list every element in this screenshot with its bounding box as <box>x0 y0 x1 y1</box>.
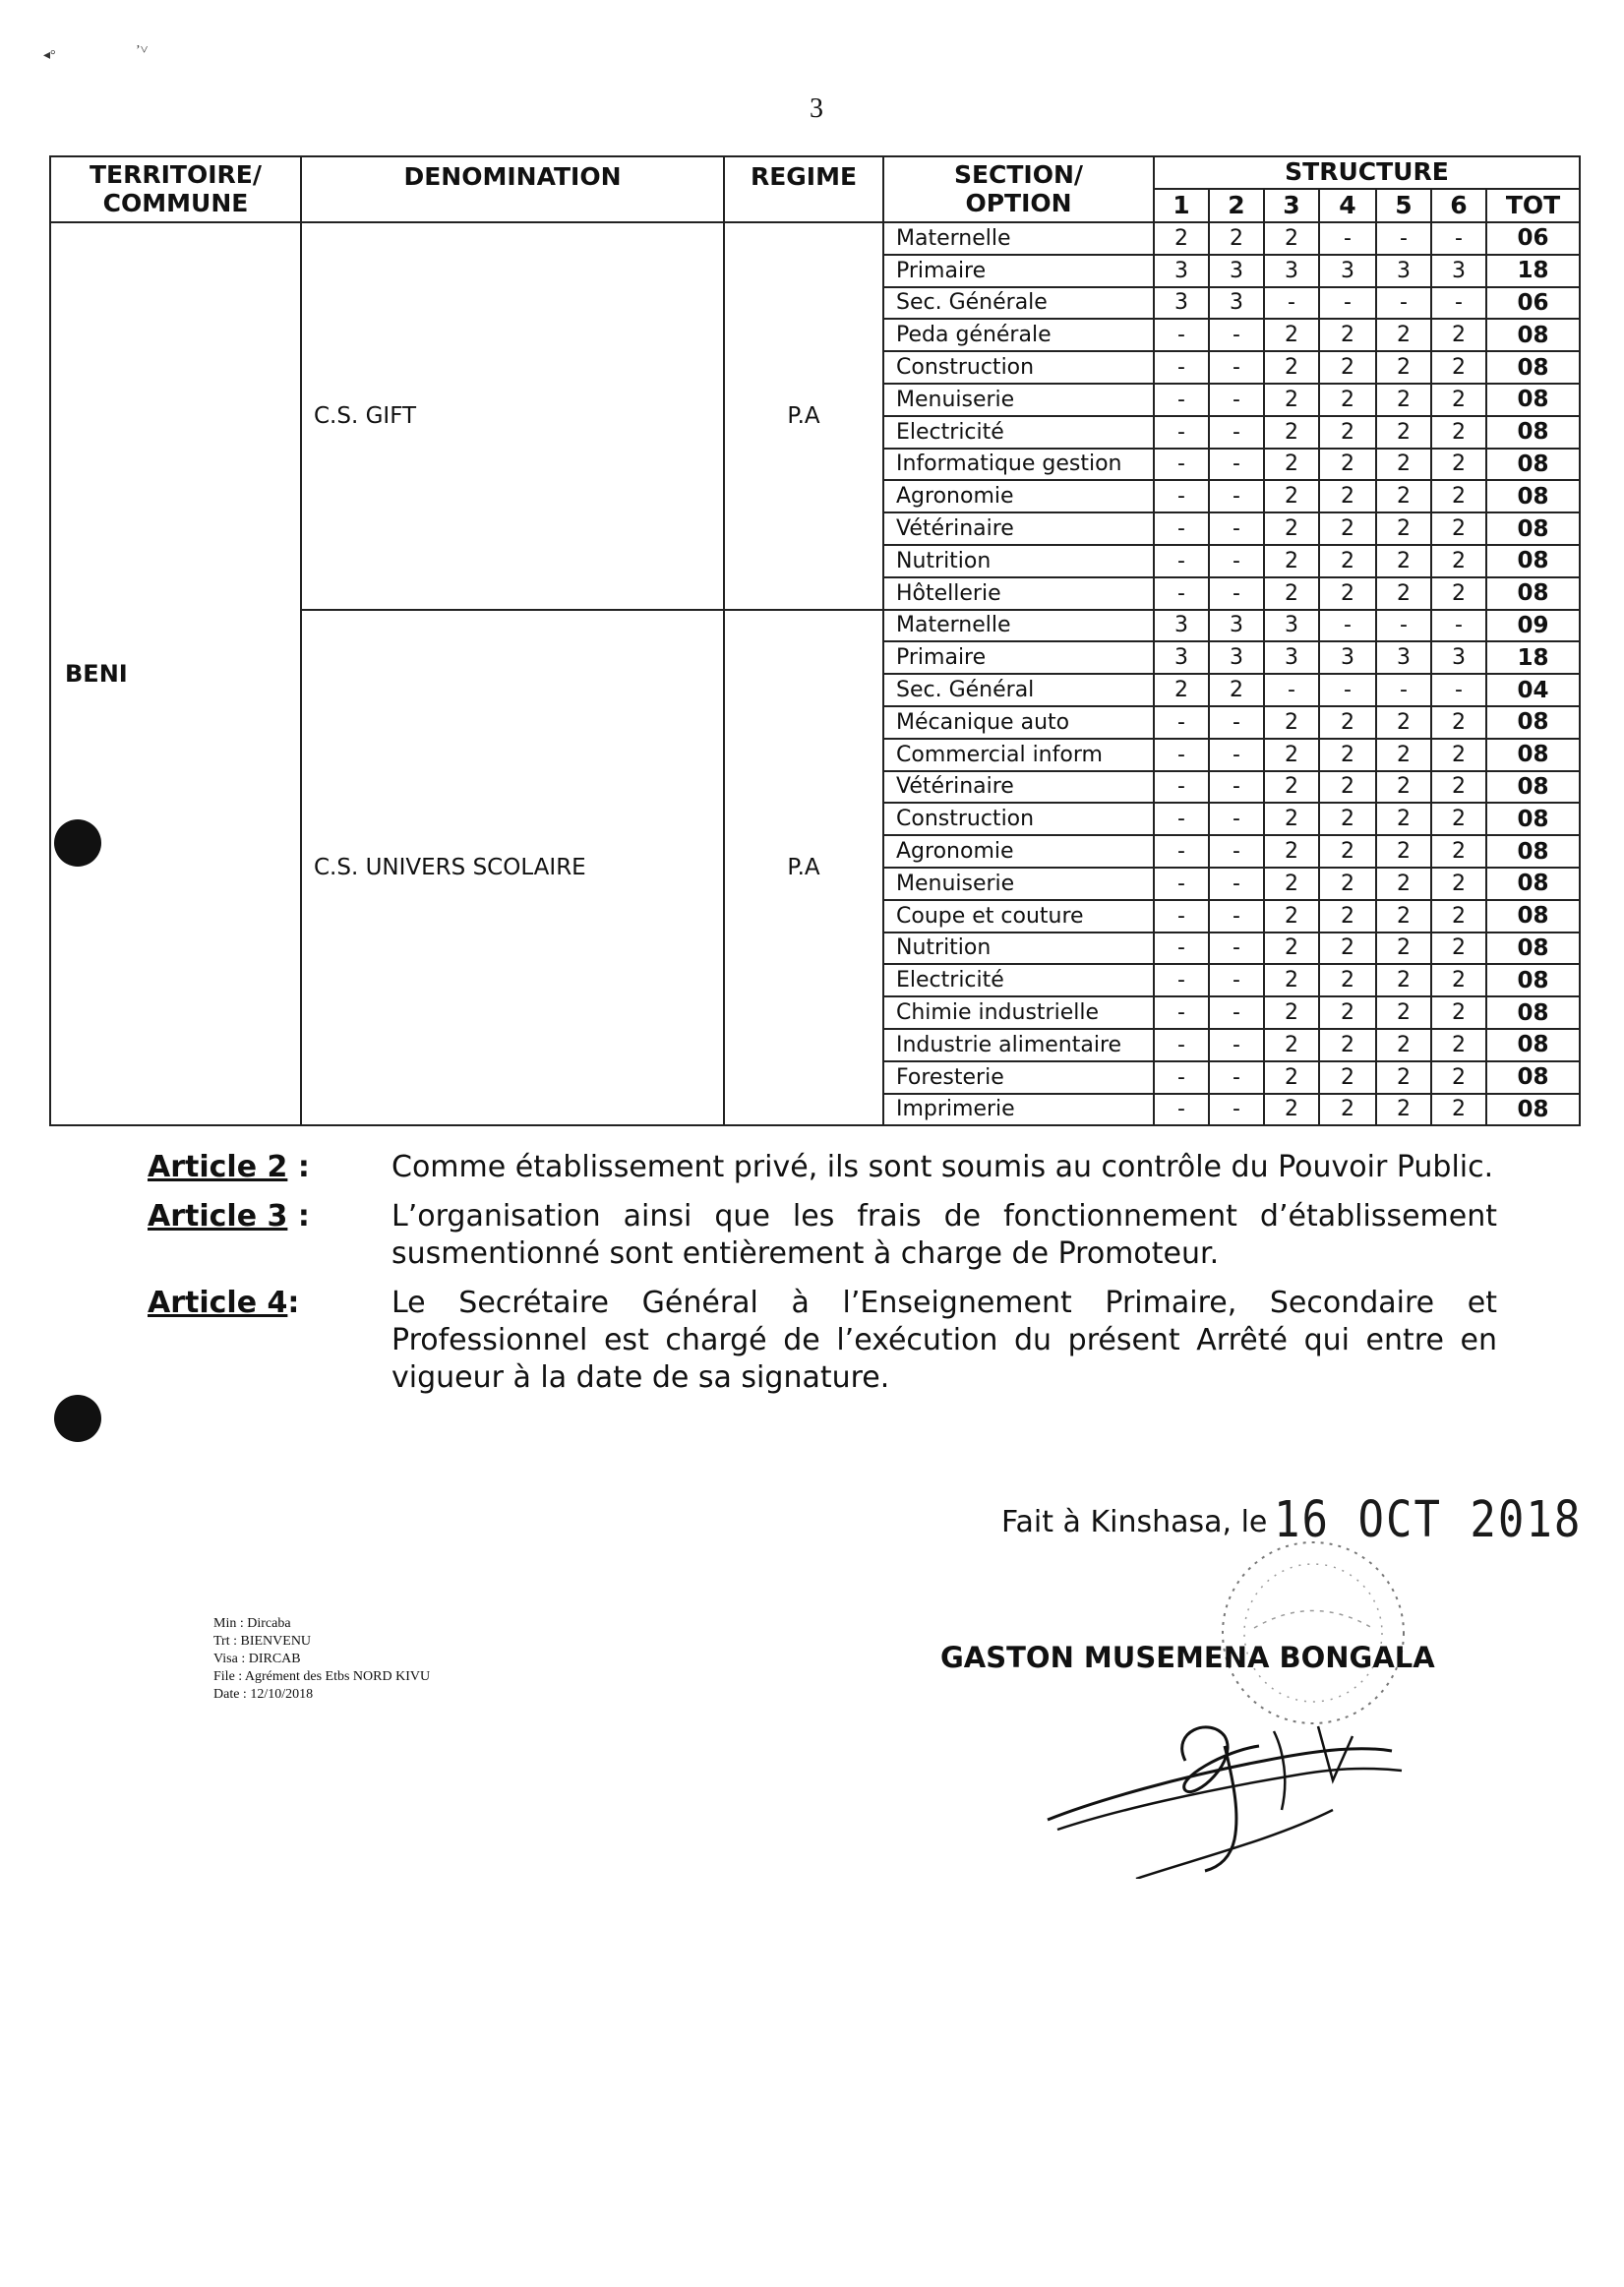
structure-value-cell: - <box>1209 706 1264 739</box>
denomination-cell: C.S. UNIVERS SCOLAIRE <box>301 610 724 1126</box>
article <box>148 1149 1497 1186</box>
structure-value-cell: 2 <box>1376 577 1431 610</box>
structure-value-cell: 2 <box>1431 480 1486 512</box>
structure-value-cell: - <box>1209 545 1264 577</box>
structure-value-cell: 2 <box>1431 577 1486 610</box>
date-stamp: 16 OCT 2018 <box>1274 1491 1583 1549</box>
structure-value-cell: 2 <box>1264 449 1319 481</box>
total-cell: 08 <box>1486 1029 1580 1061</box>
structure-value-cell: 2 <box>1376 384 1431 416</box>
structure-value-cell: 2 <box>1431 771 1486 804</box>
header-structure: STRUCTURE <box>1154 156 1580 189</box>
header-structure-col: 5 <box>1376 189 1431 222</box>
structure-value-cell: 2 <box>1319 900 1376 933</box>
structure-value-cell: 2 <box>1376 933 1431 965</box>
structure-value-cell: - <box>1209 996 1264 1029</box>
total-cell: 08 <box>1486 900 1580 933</box>
structure-value-cell: - <box>1209 512 1264 545</box>
structure-value-cell: - <box>1154 771 1209 804</box>
structure-value-cell: 2 <box>1431 1094 1486 1126</box>
territoire-cell: BENI <box>50 222 301 1125</box>
structure-value-cell: 3 <box>1431 641 1486 674</box>
structure-value-cell: - <box>1209 384 1264 416</box>
routing-line: Min : Dircaba <box>213 1616 291 1631</box>
structure-value-cell: 2 <box>1264 416 1319 449</box>
structure-value-cell: - <box>1209 1029 1264 1061</box>
routing-line: Date : 12/10/2018 <box>213 1687 314 1702</box>
structure-value-cell: 3 <box>1209 641 1264 674</box>
structure-value-cell: - <box>1209 771 1264 804</box>
structure-value-cell: - <box>1154 319 1209 351</box>
structure-value-cell: 2 <box>1319 706 1376 739</box>
structure-value-cell: 2 <box>1431 545 1486 577</box>
structure-value-cell: 2 <box>1264 1029 1319 1061</box>
option-cell: Chimie industrielle <box>883 996 1154 1029</box>
structure-value-cell: - <box>1431 610 1486 642</box>
header-structure-col: 4 <box>1319 189 1376 222</box>
structure-value-cell: 3 <box>1154 610 1209 642</box>
scan-mark: ◂° <box>43 48 56 63</box>
structure-value-cell: 2 <box>1319 319 1376 351</box>
structure-value-cell: - <box>1376 674 1431 706</box>
structure-value-cell: 3 <box>1319 255 1376 287</box>
option-cell: Electricité <box>883 416 1154 449</box>
structure-value-cell: 2 <box>1264 545 1319 577</box>
total-cell: 08 <box>1486 577 1580 610</box>
structure-value-cell: 2 <box>1264 222 1319 255</box>
structure-value-cell: - <box>1209 577 1264 610</box>
structure-value-cell: 2 <box>1376 449 1431 481</box>
structure-value-cell: - <box>1209 900 1264 933</box>
routing-line: File : Agrément des Etbs NORD KIVU <box>213 1669 431 1684</box>
header-structure-col: 6 <box>1431 189 1486 222</box>
signatory-name: GASTON MUSEMENA BONGALA <box>940 1641 1435 1674</box>
article-text: L’organisation ainsi que les frais de fonctionnement d’établissement susmentionné sont entièrement à charge de Promoteur. <box>391 1199 1497 1271</box>
structure-value-cell: - <box>1154 1029 1209 1061</box>
structure-value-cell: - <box>1209 739 1264 771</box>
total-cell: 08 <box>1486 835 1580 868</box>
option-cell: Agronomie <box>883 835 1154 868</box>
structure-value-cell: 3 <box>1154 255 1209 287</box>
structure-value-cell: 2 <box>1376 996 1431 1029</box>
option-cell: Primaire <box>883 255 1154 287</box>
handwritten-signature <box>1038 1692 1431 1879</box>
structure-value-cell: 2 <box>1264 933 1319 965</box>
structure-value-cell: - <box>1154 512 1209 545</box>
structure-value-cell: - <box>1154 933 1209 965</box>
structure-value-cell: - <box>1209 449 1264 481</box>
structure-value-cell: 3 <box>1264 641 1319 674</box>
structure-value-cell: 3 <box>1264 610 1319 642</box>
structure-value-cell: 2 <box>1376 706 1431 739</box>
total-cell: 08 <box>1486 384 1580 416</box>
structure-value-cell: 2 <box>1264 835 1319 868</box>
article-label: Article 2 : <box>148 1150 310 1184</box>
structure-value-cell: 2 <box>1264 739 1319 771</box>
structure-value-cell: 2 <box>1264 1061 1319 1094</box>
option-cell: Menuiserie <box>883 384 1154 416</box>
structure-value-cell: 2 <box>1154 674 1209 706</box>
total-cell: 08 <box>1486 933 1580 965</box>
structure-value-cell: - <box>1209 480 1264 512</box>
option-cell: Vétérinaire <box>883 512 1154 545</box>
structure-value-cell: 3 <box>1376 641 1431 674</box>
structure-value-cell: - <box>1319 610 1376 642</box>
option-cell: Imprimerie <box>883 1094 1154 1126</box>
structure-value-cell: 2 <box>1264 900 1319 933</box>
regime-cell: P.A <box>724 222 883 610</box>
structure-value-cell: 2 <box>1431 900 1486 933</box>
structure-value-cell: - <box>1154 900 1209 933</box>
structure-value-cell: - <box>1154 351 1209 384</box>
structure-value-cell: - <box>1154 577 1209 610</box>
total-cell: 04 <box>1486 674 1580 706</box>
header-regime: REGIME <box>724 156 883 222</box>
option-cell: Nutrition <box>883 545 1154 577</box>
structure-value-cell: 2 <box>1431 996 1486 1029</box>
structure-value-cell: 2 <box>1264 868 1319 900</box>
structure-value-cell: 3 <box>1209 287 1264 320</box>
structure-value-cell: 2 <box>1264 480 1319 512</box>
structure-value-cell: 2 <box>1376 739 1431 771</box>
structure-value-cell: 2 <box>1376 964 1431 996</box>
structure-value-cell: - <box>1154 449 1209 481</box>
structure-value-cell: 2 <box>1431 933 1486 965</box>
header-structure-col: 1 <box>1154 189 1209 222</box>
structure-value-cell: 2 <box>1319 1094 1376 1126</box>
option-cell: Nutrition <box>883 933 1154 965</box>
structure-value-cell: 2 <box>1431 803 1486 835</box>
total-cell: 08 <box>1486 1061 1580 1094</box>
structure-value-cell: 2 <box>1431 706 1486 739</box>
structure-value-cell: 2 <box>1264 384 1319 416</box>
structure-value-cell: 2 <box>1319 512 1376 545</box>
structure-value-cell: - <box>1154 706 1209 739</box>
structure-value-cell: 3 <box>1209 610 1264 642</box>
option-cell: Commercial inform <box>883 739 1154 771</box>
option-cell: Hôtellerie <box>883 577 1154 610</box>
structure-value-cell: 3 <box>1154 641 1209 674</box>
structure-value-cell: 2 <box>1319 449 1376 481</box>
structure-value-cell: 2 <box>1319 1061 1376 1094</box>
total-cell: 08 <box>1486 449 1580 481</box>
structure-value-cell: 3 <box>1264 255 1319 287</box>
structure-value-cell: 3 <box>1209 255 1264 287</box>
structure-value-cell: 2 <box>1264 803 1319 835</box>
header-structure-col: 3 <box>1264 189 1319 222</box>
structure-value-cell: 2 <box>1376 1094 1431 1126</box>
structure-value-cell: 2 <box>1209 674 1264 706</box>
structure-value-cell: - <box>1209 803 1264 835</box>
structure-value-cell: 2 <box>1319 1029 1376 1061</box>
header-denomination: DENOMINATION <box>301 156 724 222</box>
structure-value-cell: 2 <box>1376 1061 1431 1094</box>
total-cell: 08 <box>1486 771 1580 804</box>
option-cell: Electricité <box>883 964 1154 996</box>
structure-value-cell: 2 <box>1264 512 1319 545</box>
scan-mark: ʼ˅ <box>136 43 149 58</box>
structure-value-cell: - <box>1431 222 1486 255</box>
header-territoire: TERRITOIRE/ COMMUNE <box>50 156 301 222</box>
article-text: Le Secrétaire Général à l’Enseignement Primaire, Secondaire et Professionnel est chargé de l’exécution du présent Arrêté qui entre en vigueur à la date de sa signature. <box>391 1286 1497 1395</box>
page-number: 3 <box>810 93 823 124</box>
total-cell: 08 <box>1486 545 1580 577</box>
total-cell: 08 <box>1486 739 1580 771</box>
structure-value-cell: 2 <box>1319 739 1376 771</box>
option-cell: Agronomie <box>883 480 1154 512</box>
structure-value-cell: 2 <box>1376 416 1431 449</box>
structure-value-cell: 2 <box>1431 964 1486 996</box>
structure-value-cell: - <box>1154 803 1209 835</box>
structure-value-cell: - <box>1154 416 1209 449</box>
structure-value-cell: 2 <box>1264 964 1319 996</box>
structure-value-cell: - <box>1431 674 1486 706</box>
option-cell: Sec. Générale <box>883 287 1154 320</box>
structure-value-cell: - <box>1154 835 1209 868</box>
total-cell: 08 <box>1486 351 1580 384</box>
total-cell: 09 <box>1486 610 1580 642</box>
structure-value-cell: 2 <box>1264 771 1319 804</box>
structure-value-cell: 2 <box>1431 739 1486 771</box>
structure-value-cell: - <box>1154 384 1209 416</box>
structure-value-cell: 2 <box>1431 512 1486 545</box>
option-cell: Sec. Général <box>883 674 1154 706</box>
structure-value-cell: 2 <box>1154 222 1209 255</box>
structure-value-cell: 2 <box>1319 835 1376 868</box>
option-cell: Foresterie <box>883 1061 1154 1094</box>
structure-value-cell: 2 <box>1431 868 1486 900</box>
structure-value-cell: 2 <box>1376 803 1431 835</box>
structure-value-cell: - <box>1154 964 1209 996</box>
structure-value-cell: 2 <box>1264 319 1319 351</box>
total-cell: 08 <box>1486 803 1580 835</box>
structure-value-cell: 2 <box>1376 835 1431 868</box>
structure-value-cell: 2 <box>1319 351 1376 384</box>
header-tot: TOT <box>1486 189 1580 222</box>
structure-value-cell: 2 <box>1319 545 1376 577</box>
option-cell: Menuiserie <box>883 868 1154 900</box>
structure-value-cell: 2 <box>1431 835 1486 868</box>
total-cell: 18 <box>1486 641 1580 674</box>
structure-value-cell: - <box>1154 996 1209 1029</box>
total-cell: 18 <box>1486 255 1580 287</box>
structure-value-cell: 2 <box>1319 577 1376 610</box>
structure-value-cell: - <box>1319 674 1376 706</box>
structure-value-cell: - <box>1209 1094 1264 1126</box>
routing-line: Trt : BIENVENU <box>213 1634 312 1649</box>
structure-value-cell: 2 <box>1264 1094 1319 1126</box>
structure-value-cell: - <box>1154 739 1209 771</box>
structure-value-cell: - <box>1209 964 1264 996</box>
structure-value-cell: - <box>1319 222 1376 255</box>
structure-value-cell: - <box>1154 545 1209 577</box>
option-cell: Industrie alimentaire <box>883 1029 1154 1061</box>
regime-cell: P.A <box>724 610 883 1126</box>
structure-value-cell: 2 <box>1431 384 1486 416</box>
structure-value-cell: 2 <box>1431 351 1486 384</box>
structure-value-cell: 2 <box>1376 512 1431 545</box>
article-text: Comme établissement privé, ils sont soumis au contrôle du Pouvoir Public. <box>391 1150 1494 1184</box>
routing-line: Visa : DIRCAB <box>213 1652 301 1666</box>
option-cell: Maternelle <box>883 610 1154 642</box>
structure-value-cell: - <box>1376 222 1431 255</box>
structure-value-cell: 2 <box>1376 351 1431 384</box>
structure-value-cell: - <box>1209 868 1264 900</box>
school-structure-table <box>49 155 1581 1126</box>
structure-value-cell: 2 <box>1376 868 1431 900</box>
article <box>148 1285 1497 1397</box>
total-cell: 06 <box>1486 222 1580 255</box>
routing-slip <box>213 1615 430 1704</box>
total-cell: 08 <box>1486 964 1580 996</box>
structure-value-cell: 2 <box>1376 480 1431 512</box>
structure-value-cell: 2 <box>1376 545 1431 577</box>
structure-value-cell: 2 <box>1319 933 1376 965</box>
structure-value-cell: - <box>1154 480 1209 512</box>
option-cell: Peda générale <box>883 319 1154 351</box>
table-row <box>50 222 1580 255</box>
structure-value-cell: 2 <box>1264 577 1319 610</box>
structure-value-cell: 2 <box>1319 996 1376 1029</box>
punch-hole <box>54 1395 101 1442</box>
structure-value-cell: 3 <box>1376 255 1431 287</box>
option-cell: Vétérinaire <box>883 771 1154 804</box>
structure-value-cell: 2 <box>1319 416 1376 449</box>
option-cell: Primaire <box>883 641 1154 674</box>
header-section-option: SECTION/ OPTION <box>883 156 1154 222</box>
structure-value-cell: 2 <box>1376 319 1431 351</box>
structure-value-cell: - <box>1264 674 1319 706</box>
article-label: Article 3 : <box>148 1199 310 1234</box>
structure-value-cell: 2 <box>1319 803 1376 835</box>
structure-value-cell: 2 <box>1319 868 1376 900</box>
total-cell: 06 <box>1486 287 1580 320</box>
option-cell: Construction <box>883 351 1154 384</box>
articles <box>148 1149 1497 1409</box>
total-cell: 08 <box>1486 416 1580 449</box>
structure-value-cell: 2 <box>1209 222 1264 255</box>
denomination-cell: C.S. GIFT <box>301 222 724 610</box>
option-cell: Construction <box>883 803 1154 835</box>
structure-value-cell: 2 <box>1431 416 1486 449</box>
article-label: Article 4: <box>148 1286 300 1320</box>
structure-value-cell: 2 <box>1264 706 1319 739</box>
structure-value-cell: - <box>1431 287 1486 320</box>
total-cell: 08 <box>1486 1094 1580 1126</box>
option-cell: Informatique gestion <box>883 449 1154 481</box>
structure-value-cell: 3 <box>1154 287 1209 320</box>
total-cell: 08 <box>1486 868 1580 900</box>
structure-value-cell: 2 <box>1431 1029 1486 1061</box>
structure-value-cell: - <box>1264 287 1319 320</box>
structure-value-cell: - <box>1376 287 1431 320</box>
structure-value-cell: 2 <box>1376 771 1431 804</box>
option-cell: Mécanique auto <box>883 706 1154 739</box>
structure-value-cell: 2 <box>1431 319 1486 351</box>
option-cell: Coupe et couture <box>883 900 1154 933</box>
structure-value-cell: - <box>1209 351 1264 384</box>
structure-value-cell: - <box>1209 319 1264 351</box>
structure-value-cell: - <box>1154 1061 1209 1094</box>
structure-value-cell: 3 <box>1431 255 1486 287</box>
structure-value-cell: 2 <box>1319 771 1376 804</box>
header-structure-col: 2 <box>1209 189 1264 222</box>
punch-hole <box>54 819 101 867</box>
structure-value-cell: 2 <box>1264 351 1319 384</box>
structure-value-cell: 2 <box>1319 384 1376 416</box>
total-cell: 08 <box>1486 706 1580 739</box>
article <box>148 1198 1497 1273</box>
total-cell: 08 <box>1486 996 1580 1029</box>
place-and-date-label: Fait à Kinshasa, le <box>1001 1505 1268 1539</box>
structure-value-cell: 2 <box>1376 1029 1431 1061</box>
structure-value-cell: 2 <box>1376 900 1431 933</box>
structure-value-cell: 3 <box>1319 641 1376 674</box>
structure-value-cell: - <box>1319 287 1376 320</box>
total-cell: 08 <box>1486 512 1580 545</box>
structure-value-cell: 2 <box>1264 996 1319 1029</box>
structure-value-cell: - <box>1154 1094 1209 1126</box>
total-cell: 08 <box>1486 480 1580 512</box>
total-cell: 08 <box>1486 319 1580 351</box>
structure-value-cell: 2 <box>1319 964 1376 996</box>
structure-value-cell: - <box>1209 1061 1264 1094</box>
structure-value-cell: - <box>1209 416 1264 449</box>
structure-value-cell: - <box>1154 868 1209 900</box>
structure-value-cell: - <box>1209 835 1264 868</box>
structure-value-cell: - <box>1209 933 1264 965</box>
structure-value-cell: 2 <box>1431 1061 1486 1094</box>
structure-value-cell: - <box>1376 610 1431 642</box>
option-cell: Maternelle <box>883 222 1154 255</box>
structure-value-cell: 2 <box>1431 449 1486 481</box>
structure-value-cell: 2 <box>1319 480 1376 512</box>
